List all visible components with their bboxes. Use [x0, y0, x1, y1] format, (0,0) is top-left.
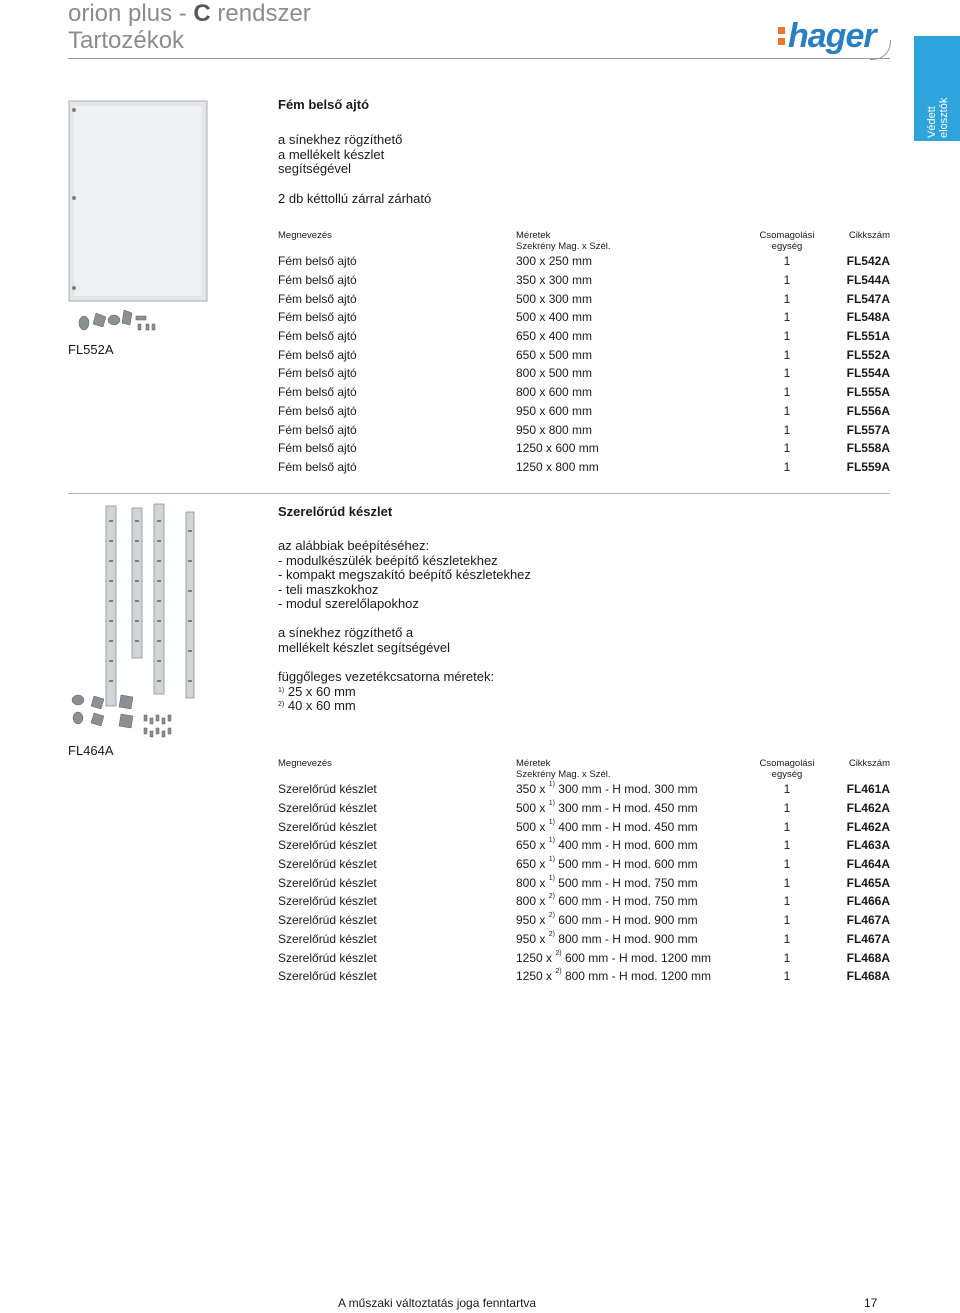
section-description: az alábbiak beépítéséhez: - modulkészülék beépítő készletekhez - kompakt megszakító beépítő készletekhez - teli maszkokhoz - modul szerelőlapokhoz: [278, 538, 531, 611]
page-number: 17: [864, 1296, 878, 1310]
section-title: Szerelőrúd készlet: [278, 504, 393, 519]
section-note: 2 db kéttollú zárral zárható: [278, 191, 432, 206]
table-row: Fém belső ajtó 800 x 500 mm 1 FL554A: [278, 366, 890, 381]
section-divider: [68, 493, 890, 494]
table-row: Szerelőrúd készlet 350 x $^{1)}$ 300 mm - H mod. 300 mm 1 FL461A: [278, 781, 890, 797]
product-label: FL552A: [68, 342, 114, 357]
mounting-rail-image: [66, 500, 196, 750]
table-row: Szerelőrúd készlet 950 x $^{2)}$ 600 mm - H mod. 900 mm 1 FL467A: [278, 912, 890, 928]
table-row: Fém belső ajtó 1250 x 800 mm 1 FL559A: [278, 459, 890, 474]
table-row: Szerelőrúd készlet 1250 x $^{2)}$ 800 mm - H mod. 1200 mm 1 FL468A: [278, 968, 890, 984]
table-header: Megnevezés Méretek Szekrény Mag. x Szél. Csomagolási egység Cikkszám: [278, 758, 890, 780]
section-description-2: a sínekhez rögzíthető a mellékelt készlet segítségével: [278, 625, 450, 655]
table-row: Szerelőrúd készlet 650 x $^{1)}$ 400 mm - H mod. 600 mm 1 FL463A: [278, 837, 890, 853]
logo-dots-icon: [778, 27, 785, 45]
table-row: Fém belső ajtó 650 x 400 mm 1 FL551A: [278, 329, 890, 344]
table-row: Szerelőrúd készlet 1250 x $^{2)}$ 600 mm - H mod. 1200 mm 1 FL468A: [278, 949, 890, 965]
table-row: Fém belső ajtó 800 x 600 mm 1 FL555A: [278, 385, 890, 400]
table-row: Fém belső ajtó 300 x 250 mm 1 FL542A: [278, 254, 890, 269]
section-note: függőleges vezetékcsatorna méretek: $^{1)}$ 25 x 60 mm $^{2)}$ 40 x 60 mm: [278, 669, 495, 713]
table-header: Megnevezés Méretek Szekrény Mag. x Szél. Csomagolási egység Cikkszám: [278, 230, 890, 252]
table-row: Fém belső ajtó 950 x 600 mm 1 FL556A: [278, 403, 890, 418]
page-title: orion plus - C rendszer Tartozékok: [68, 0, 311, 54]
table-row: Szerelőrúd készlet 800 x $^{2)}$ 600 mm - H mod. 750 mm 1 FL466A: [278, 893, 890, 909]
hager-logo: hager: [778, 16, 876, 56]
table-row: Fém belső ajtó 650 x 500 mm 1 FL552A: [278, 347, 890, 362]
header-divider: [68, 58, 890, 59]
table-row: Fém belső ajtó 500 x 300 mm 1 FL547A: [278, 291, 890, 306]
table-row: Szerelőrúd készlet 500 x $^{1)}$ 300 mm - H mod. 450 mm 1 FL462A: [278, 800, 890, 816]
table-row: Fém belső ajtó 950 x 800 mm 1 FL557A: [278, 422, 890, 437]
header-divider-curve: [870, 40, 891, 60]
table-row: Fém belső ajtó 1250 x 600 mm 1 FL558A: [278, 441, 890, 456]
table-row: Fém belső ajtó 350 x 300 mm 1 FL544A: [278, 273, 890, 288]
product-label: FL464A: [68, 743, 114, 758]
section-description: a sínekhez rögzíthető a mellékelt készlet segítségével: [278, 132, 403, 176]
door-panel-image: [66, 98, 216, 338]
page-subtitle: Tartozékok: [68, 27, 185, 54]
table-row: Fém belső ajtó 500 x 400 mm 1 FL548A: [278, 310, 890, 325]
footer-note: A műszaki változtatás joga fenntartva: [338, 1296, 537, 1310]
table-row: Szerelőrúd készlet 950 x $^{2)}$ 800 mm - H mod. 900 mm 1 FL467A: [278, 930, 890, 946]
table-row: Szerelőrúd készlet 800 x $^{1)}$ 500 mm - H mod. 750 mm 1 FL465A: [278, 874, 890, 890]
spec-table: [278, 230, 890, 476]
table-row: Szerelőrúd készlet 500 x $^{1)}$ 400 mm - H mod. 450 mm 1 FL462A: [278, 818, 890, 834]
table-row: Szerelőrúd készlet 650 x $^{1)}$ 500 mm - H mod. 600 mm 1 FL464A: [278, 856, 890, 872]
spec-table: [278, 758, 890, 986]
side-tab: Védett elosztók: [914, 36, 960, 141]
section-title: Fém belső ajtó: [278, 97, 370, 112]
